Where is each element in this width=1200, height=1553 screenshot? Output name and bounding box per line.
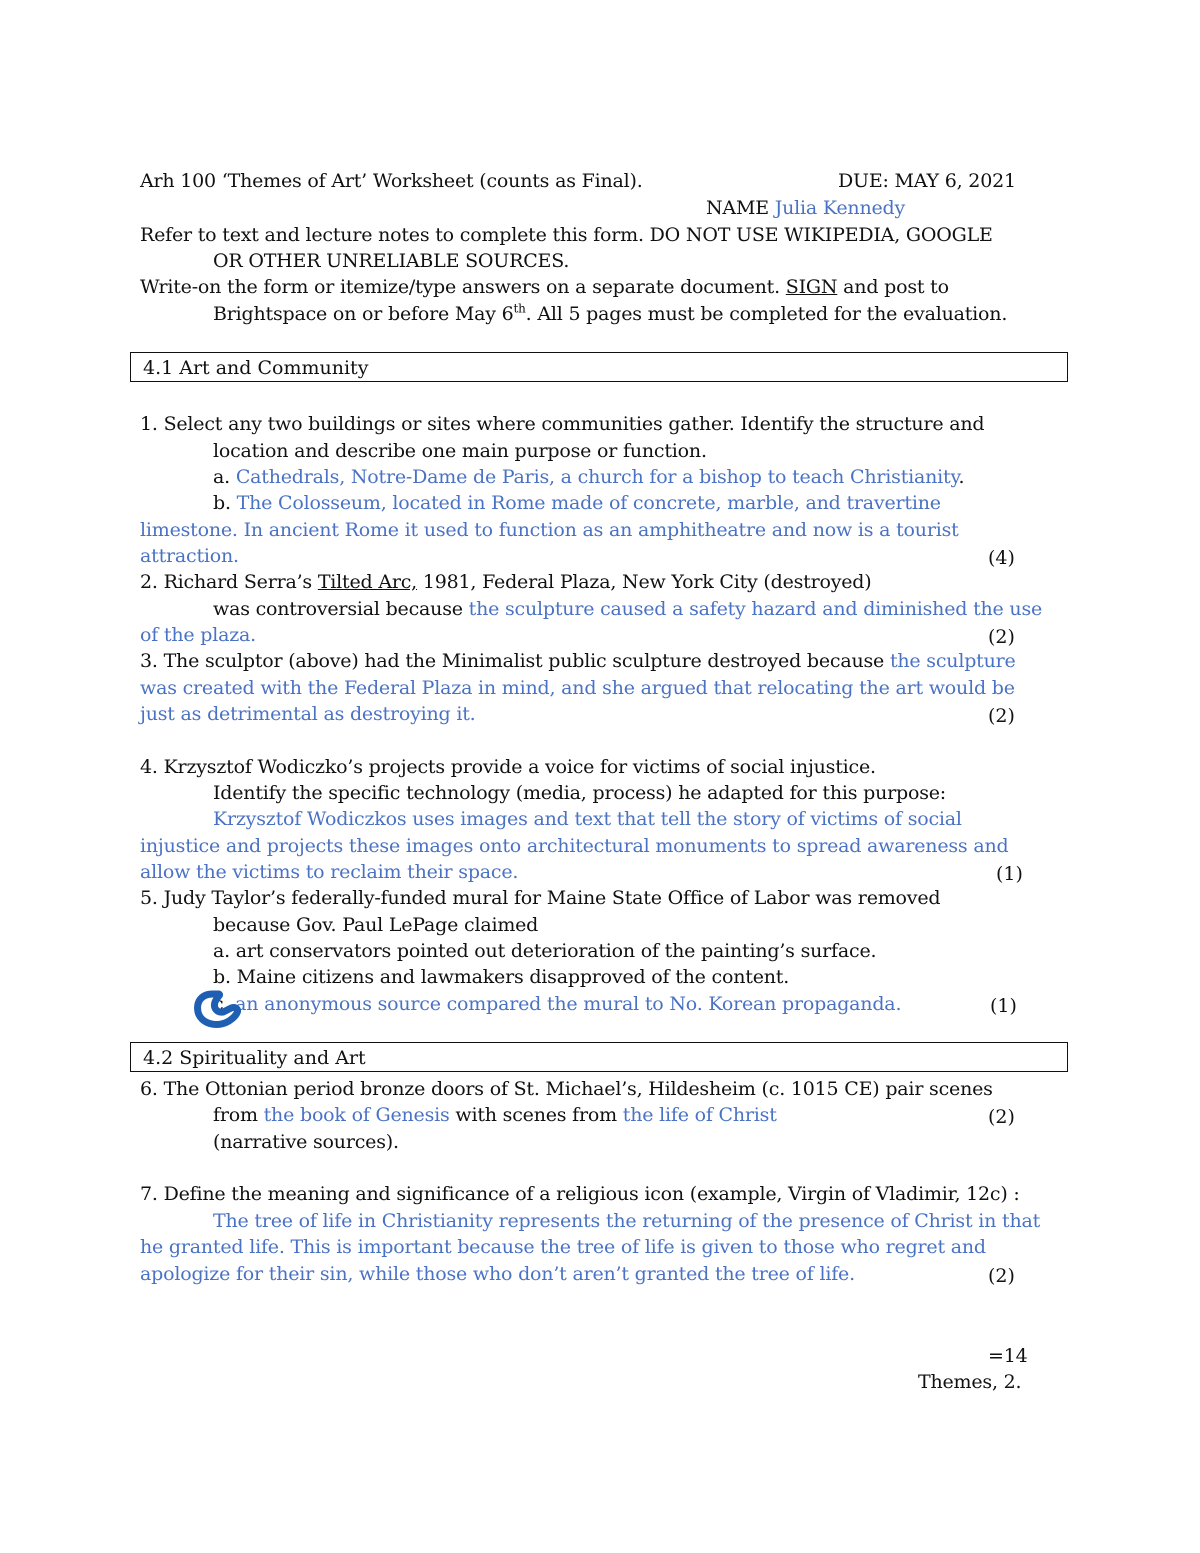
q5-line-1: 5. Judy Taylor’s federally-funded mural for Maine State Office of Labor was removed	[140, 887, 941, 909]
q4-answer-line-1: Krzysztof Wodiczkos uses images and text that tell the story of victims of social	[213, 808, 962, 830]
instructions-line-3: Write-on the form or itemize/type answers on a separate document. SIGN and post to	[140, 276, 949, 298]
q3-line-3: just as detrimental as destroying it.	[140, 703, 476, 725]
instructions-line-1: Refer to text and lecture notes to complete this form. DO NOT USE WIKIPEDIA, GOOGLE	[140, 224, 993, 246]
q6-line-2: from the book of Genesis with scenes from the life of Christ	[213, 1104, 777, 1126]
q6-points: (2)	[988, 1106, 1015, 1128]
q1-line-1: 1. Select any two buildings or sites where communities gather. Identify the structure and	[140, 413, 985, 435]
artwork-title: Tilted Arc,	[317, 571, 418, 593]
q3-line-1: 3. The sculptor (above) had the Minimalist public sculpture destroyed because the sculpture	[140, 650, 1016, 672]
q6-line-3: (narrative sources).	[213, 1131, 399, 1153]
q1-answer-b-line-3: attraction.	[140, 545, 239, 567]
q4-line-1: 4. Krzysztof Wodiczko’s projects provide a voice for victims of social injustice.	[140, 756, 876, 778]
q1-line-2: location and describe one main purpose or function.	[213, 440, 707, 462]
q7-points: (2)	[988, 1265, 1015, 1287]
q1-answer-a: a. Cathedrals, Notre-Dame de Paris, a church for a bishop to teach Christianity.	[213, 466, 965, 488]
instructions-line-4: Brightspace on or before May 6th. All 5 pages must be completed for the evaluation.	[213, 301, 1008, 325]
q4-answer-line-3: allow the victims to reclaim their space.	[140, 861, 519, 883]
q2-line-2: was controversial because the sculpture caused a safety hazard and diminished the use	[213, 598, 1043, 620]
q2-points: (2)	[988, 626, 1015, 648]
q1-answer-b-line-1: b. The Colosseum, located in Rome made of concrete, marble, and travertine	[213, 492, 941, 514]
q1-answer-b-line-2: limestone. In ancient Rome it used to function as an amphitheatre and now is a tourist	[140, 519, 959, 541]
page-label: Themes, 2.	[918, 1371, 1022, 1393]
q3-line-2: was created with the Federal Plaza in mind, and she argued that relocating the art would be	[140, 677, 1015, 699]
q4-answer-line-2: injustice and projects these images onto architectural monuments to spread awareness and	[140, 835, 1009, 857]
circled-answer-mark	[193, 990, 245, 1030]
name-value: Julia Kennedy	[774, 197, 906, 219]
section-header-4-1	[130, 352, 1068, 382]
q4-points: (1)	[996, 863, 1023, 885]
section-title: 4.2 Spirituality and Art	[143, 1047, 366, 1069]
q2-line-3: of the plaza.	[140, 624, 257, 646]
q7-answer-line-1: The tree of life in Christianity represents the returning of the presence of Christ in that	[213, 1210, 1041, 1232]
section-header-4-2	[130, 1042, 1068, 1072]
q7-line-1: 7. Define the meaning and significance of a religious icon (example, Virgin of Vladimir, 12c) :	[140, 1183, 1020, 1205]
instructions-line-2: OR OTHER UNRELIABLE SOURCES.	[213, 250, 570, 272]
q7-answer-line-3: apologize for their sin, while those who don’t aren’t granted the tree of life.	[140, 1263, 855, 1285]
q2-line-1: 2. Richard Serra’s Tilted Arc, 1981, Federal Plaza, New York City (destroyed)	[140, 571, 872, 593]
q3-points: (2)	[988, 705, 1015, 727]
course-title: Arh 100 ‘Themes of Art’ Worksheet (counts as Final).	[140, 170, 643, 192]
q5-option-c: c. an anonymous source compared the mural to No. Korean propaganda.	[213, 993, 902, 1015]
section-title: 4.1 Art and Community	[143, 357, 369, 379]
q5-line-2: because Gov. Paul LePage claimed	[213, 914, 539, 936]
q1-points: (4)	[988, 547, 1015, 569]
q6-line-1: 6. The Ottonian period bronze doors of St. Michael’s, Hildesheim (c. 1015 CE) pair scenes	[140, 1078, 993, 1100]
q4-line-2: Identify the specific technology (media, process) he adapted for this purpose:	[213, 782, 947, 804]
q5-option-a: a. art conservators pointed out deterioration of the painting’s surface.	[213, 940, 877, 962]
due-date: DUE: MAY 6, 2021	[838, 170, 1016, 192]
sign-word: SIGN	[785, 276, 838, 298]
total-score: =14	[988, 1345, 1028, 1367]
q5-option-b: b. Maine citizens and lawmakers disapproved of the content.	[213, 966, 790, 988]
name-label: NAME	[706, 197, 769, 219]
q7-answer-line-2: he granted life. This is important because the tree of life is given to those who regret and	[140, 1236, 986, 1258]
q5-points: (1)	[990, 995, 1017, 1017]
name-line	[706, 195, 905, 221]
